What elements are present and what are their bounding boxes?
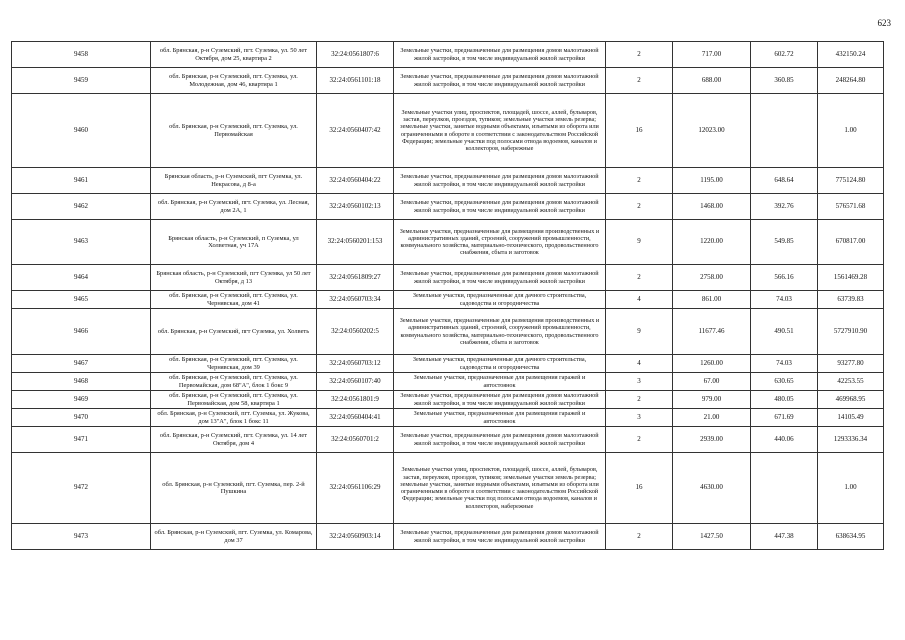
cadastral-number: 32:24:0561809:27 [317,265,394,291]
cadastral-value: 42253.55 [818,373,884,391]
address-cell: обл. Брянская, р-н Суземский, пгт. Суземка, ул. Первомайская, дом 68"А", блок 1 бокс 9 [151,373,317,391]
specific-value: 490.51 [751,309,818,355]
row-id: 9461 [12,168,151,194]
row-id: 9465 [12,291,151,309]
specific-value: 74.03 [751,355,818,373]
group-number: 2 [606,427,673,453]
cadastral-number: 32:24:0561801:9 [317,391,394,409]
address-cell: обл. Брянская, р-н Суземский, пгт. Суземка, пер. 2-й Пушкина [151,453,317,524]
area-value: 861.00 [673,291,751,309]
cadastral-value: 63739.83 [818,291,884,309]
cadastral-number: 32:24:0560107:40 [317,373,394,391]
specific-value: 440.06 [751,427,818,453]
row-id: 9458 [12,42,151,68]
address-cell: обл. Брянская, р-н Суземский, пгт. Суземка, ул. Лесная, дом 2А, 1 [151,194,317,220]
cadastral-number: 32:24:0561106:29 [317,453,394,524]
specific-value: 566.16 [751,265,818,291]
specific-value: 602.72 [751,42,818,68]
area-value: 21.00 [673,409,751,427]
area-value: 4630.00 [673,453,751,524]
address-cell: обл. Брянская, р-н Суземский, пгт. Суземка, ул. Чернявская, дом 41 [151,291,317,309]
address-cell: обл. Брянская, р-н Суземский, пгт. Суземка, ул. 50 лет Октября, дом 25, квартира 2 [151,42,317,68]
address-cell: Брянская область, р-н Суземский, пгт Суземка, ул 50 лет Октября, д 13 [151,265,317,291]
table-row [12,42,884,68]
table-row [12,168,884,194]
area-value: 688.00 [673,68,751,94]
address-cell: обл. Брянская, р-н Суземский, пгт. Суземка, ул. Жукова, дом 13"А", блок 1 бокс 11 [151,409,317,427]
area-value: 11677.46 [673,309,751,355]
land-use: Земельные участки, предназначенные для размещения домов малоэтажной жилой застройки, в том числе индивидуальной жилой застройки [394,524,606,550]
row-id: 9471 [12,427,151,453]
cadastral-value: 1293336.34 [818,427,884,453]
group-number: 2 [606,265,673,291]
area-value: 2939.00 [673,427,751,453]
group-number: 4 [606,291,673,309]
cadastral-value: 248264.80 [818,68,884,94]
address-cell: обл. Брянская, р-н Суземский, пгт. Суземка, ул. Молодежная, дом 46, квартира 1 [151,68,317,94]
group-number: 16 [606,94,673,168]
group-number: 2 [606,168,673,194]
specific-value: 480.05 [751,391,818,409]
cadastral-value: 775124.80 [818,168,884,194]
cadastral-value: 1561469.28 [818,265,884,291]
table-row [12,355,884,373]
land-use: Земельные участки, предназначенные для размещения домов малоэтажной жилой застройки, в том числе индивидуальной жилой застройки [394,68,606,94]
area-value: 717.00 [673,42,751,68]
area-value: 1260.00 [673,355,751,373]
cadastral-value: 14105.49 [818,409,884,427]
land-use: Земельные участки, предназначенные для дачного строительства, садоводства и огородничества [394,291,606,309]
area-value: 12023.00 [673,94,751,168]
area-value: 1220.00 [673,220,751,265]
group-number: 9 [606,220,673,265]
row-id: 9463 [12,220,151,265]
land-use: Земельные участки, предназначенные для размещения гаражей и автостоянок [394,409,606,427]
address-cell: Брянская область, р-н Суземский, пгт Суземка, ул. Некрасова, д 8-а [151,168,317,194]
cadastral-value: 576571.68 [818,194,884,220]
specific-value: 392.76 [751,194,818,220]
cadastral-number: 32:24:0560102:13 [317,194,394,220]
cadastral-value: 93277.80 [818,355,884,373]
area-value: 1195.00 [673,168,751,194]
land-use: Земельные участки улиц, проспектов, площадей, шоссе, аллей, бульваров, застав, переулков, проездов, тупиков; земельные участки земель резерва; земельные участки, занятые водными объектами, изъятыми из оборота или ограниченными в обороте в соответствии с законодательством Российской Федерации; земельные участки под полосами отвода водоемов, каналов и коллекторов, набережные [394,453,606,524]
table-row [12,94,884,168]
row-id: 9460 [12,94,151,168]
row-id: 9462 [12,194,151,220]
cadastral-number: 32:24:0560703:12 [317,355,394,373]
land-use: Земельные участки улиц, проспектов, площадей, шоссе, аллей, бульваров, застав, переулков, проездов, тупиков; земельные участки земель резерва; земельные участки, занятые водными объектами, изъятыми из оборота или ограниченными в обороте в соответствии с законодательством Российской Федерации; земельные участки под полосами отвода водоемов, каналов и коллекторов, набережные [394,94,606,168]
row-id: 9472 [12,453,151,524]
group-number: 3 [606,373,673,391]
group-number: 16 [606,453,673,524]
land-use: Земельные участки, предназначенные для размещения домов малоэтажной жилой застройки, в том числе индивидуальной жилой застройки [394,194,606,220]
group-number: 4 [606,355,673,373]
cadastral-number: 32:24:0560201:153 [317,220,394,265]
land-use: Земельные участки, предназначенные для размещения домов малоэтажной жилой застройки, в том числе индивидуальной жилой застройки [394,42,606,68]
row-id: 9467 [12,355,151,373]
address-cell: обл. Брянская, р-н Суземский, пгт. Суземка, ул. Чернявская, дом 39 [151,355,317,373]
row-id: 9473 [12,524,151,550]
table-row [12,427,884,453]
land-use: Земельные участки, предназначенные для размещения домов малоэтажной жилой застройки, в том числе индивидуальной жилой застройки [394,265,606,291]
cadastral-value: 1.00 [818,453,884,524]
land-use: Земельные участки, предназначенные для размещения домов малоэтажной жилой застройки, в том числе индивидуальной жилой застройки [394,168,606,194]
cadastral-number: 32:24:0560703:34 [317,291,394,309]
group-number: 2 [606,524,673,550]
cadastral-number: 32:24:0560202:5 [317,309,394,355]
specific-value: 360.85 [751,68,818,94]
cadastral-value: 1.00 [818,94,884,168]
specific-value: 630.65 [751,373,818,391]
land-use: Земельные участки, предназначенные для размещения гаражей и автостоянок [394,373,606,391]
address-cell: обл. Брянская, р-н Суземский, пгт. Суземка, ул. Первомайская, дом 58, квартира 1 [151,391,317,409]
cadastral-number: 32:24:0561101:18 [317,68,394,94]
row-id: 9464 [12,265,151,291]
group-number: 2 [606,391,673,409]
group-number: 2 [606,42,673,68]
group-number: 2 [606,68,673,94]
land-cadastral-table [11,41,884,550]
cadastral-number: 32:24:0560903:14 [317,524,394,550]
area-value: 2758.00 [673,265,751,291]
table-row [12,453,884,524]
specific-value: 648.64 [751,168,818,194]
cadastral-number: 32:24:0560404:41 [317,409,394,427]
specific-value: 74.03 [751,291,818,309]
land-use: Земельные участки, предназначенные для размещения производственных и административных зданий, строений, сооружений промышленности, коммунального хозяйства, материально-технического, продовольственного снабжения, сбыта и заготовок [394,220,606,265]
row-id: 9459 [12,68,151,94]
specific-value [751,94,818,168]
cadastral-number: 32:24:0561807:6 [317,42,394,68]
table-row [12,373,884,391]
cadastral-number: 32:24:0560404:22 [317,168,394,194]
table-row [12,68,884,94]
land-use: Земельные участки, предназначенные для размещения домов малоэтажной жилой застройки, в том числе индивидуальной жилой застройки [394,427,606,453]
row-id: 9468 [12,373,151,391]
area-value: 1468.00 [673,194,751,220]
cadastral-value: 432150.24 [818,42,884,68]
row-id: 9470 [12,409,151,427]
table-row [12,291,884,309]
area-value: 67.00 [673,373,751,391]
page-number: 623 [877,18,891,28]
group-number: 2 [606,194,673,220]
specific-value: 447.38 [751,524,818,550]
cadastral-value: 469968.95 [818,391,884,409]
land-use: Земельные участки, предназначенные для размещения производственных и административных зданий, строений, сооружений промышленности, коммунального хозяйства, материально-технического, продовольственного снабжения, сбыта и заготовок [394,309,606,355]
table-row [12,220,884,265]
address-cell: обл. Брянская, р-н Суземский, пгт Суземка, ул. Холветь [151,309,317,355]
table-row [12,391,884,409]
cadastral-number: 32:24:0560701:2 [317,427,394,453]
cadastral-number: 32:24:0560407:42 [317,94,394,168]
specific-value: 549.85 [751,220,818,265]
table-row [12,409,884,427]
area-value: 979.00 [673,391,751,409]
address-cell: обл. Брянская, р-н Суземский, пгт. Суземка, ул. Первомайская [151,94,317,168]
address-cell: обл. Брянская, р-н Суземский, пгт. Суземка, ул. Комарова, дом 37 [151,524,317,550]
group-number: 9 [606,309,673,355]
cadastral-value: 5727910.90 [818,309,884,355]
table-row [12,524,884,550]
area-value: 1427.50 [673,524,751,550]
address-cell: обл. Брянская, р-н Суземский, пгт. Суземка, ул. 14 лет Октября, дом 4 [151,427,317,453]
group-number: 3 [606,409,673,427]
land-use: Земельные участки, предназначенные для дачного строительства, садоводства и огородничества [394,355,606,373]
address-cell: Брянская область, р-н Суземский, п Суземка, ул Холветная, уч 17А [151,220,317,265]
cadastral-value: 638634.95 [818,524,884,550]
cadastral-value: 670817.00 [818,220,884,265]
land-use: Земельные участки, предназначенные для размещения домов малоэтажной жилой застройки, в том числе индивидуальной жилой застройки [394,391,606,409]
row-id: 9466 [12,309,151,355]
table-row [12,194,884,220]
row-id: 9469 [12,391,151,409]
specific-value: 671.69 [751,409,818,427]
specific-value [751,453,818,524]
table-row [12,309,884,355]
table-row [12,265,884,291]
